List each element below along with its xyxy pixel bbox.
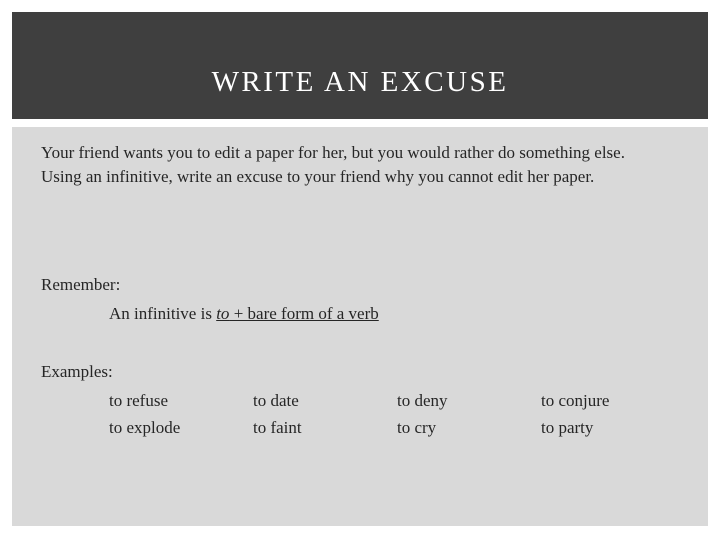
- example-item: to faint: [253, 418, 302, 437]
- content-panel: [12, 127, 708, 526]
- definition-rest: + bare form of a verb: [229, 304, 379, 323]
- examples-label: Examples:: [41, 362, 113, 381]
- remember-label: Remember:: [41, 275, 121, 294]
- definition-term: to: [216, 304, 230, 323]
- example-item: to cry: [397, 418, 437, 437]
- prompt-text: Your friend wants you to edit a paper for her, but you would rather do something else. Using an infinitive, write an excuse to your friend why you cannot edit her paper.: [41, 143, 625, 186]
- infinitive-definition: [109, 304, 379, 324]
- title-bar: [12, 12, 708, 119]
- example-item: to date: [253, 391, 299, 410]
- example-item: to deny: [397, 391, 448, 410]
- examples-grid: [109, 391, 685, 438]
- example-item: to conjure: [541, 391, 610, 410]
- example-item: to explode: [109, 418, 181, 437]
- slide-title: WRITE AN EXCUSE: [211, 66, 509, 98]
- definition-prefix: An infinitive is: [109, 304, 217, 323]
- example-item: to refuse: [109, 391, 169, 410]
- example-item: to party: [541, 418, 594, 437]
